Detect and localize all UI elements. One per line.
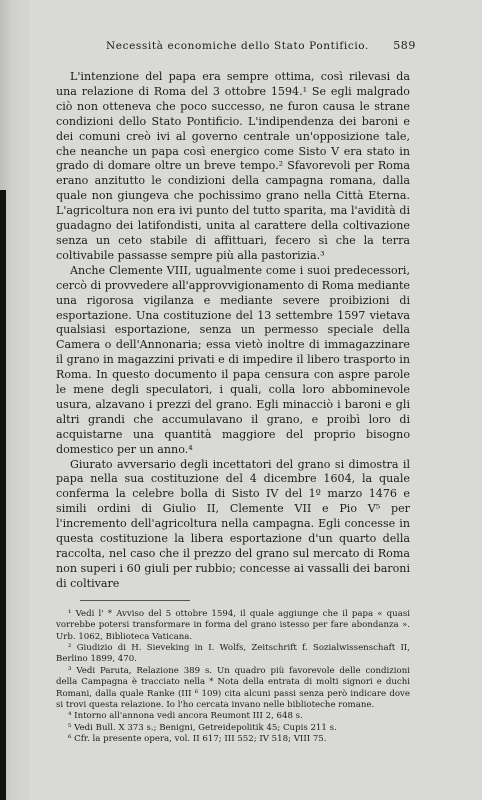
page-number: 589 — [393, 39, 416, 52]
paragraph: Giurato avversario degli incettatori del grano si dimostra il papa nella sua costituzione del 4 dicembre 1604, la quale conferma la celebre bolla di Sisto IV del 1º marzo 1476 e simili ordini di Giulio II, Clemente VII e Pio V⁵ per l'incremento dell'agricoltura nella campagna. Egli concesse in questa costituzione la libera esportazione d'un quarto della raccolta, nel caso che il prezzo del grano sul mercato di Roma non superi i 60 giuli per rubbio; concesse ai vassalli dei baroni di coltivare — [56, 457, 410, 590]
footnote: ⁵ Vedi Bull. X 373 s.; Benigni, Getreidepolitik 45; Cupis 211 s. — [68, 722, 337, 733]
footnote: ⁴ Intorno all'annona vedi ancora Reumont III 2, 648 s. — [68, 711, 303, 722]
footnote: ⁶ Cfr. la presente opera, vol. II 617; III 552; IV 518; VIII 75. — [68, 734, 327, 745]
paragraph: Anche Clemente VIII, ugualmente come i suoi predecessori, cercò di provvedere all'approvvigionamento di Roma mediante una rigorosa vigilanza e mediante severe proibizioni di esportazione. Una costituzione del 13 settembre 1597 vietava qualsiasi esportazione, senza un permesso speciale della Camera o dell'Annonaria; essa vietò inoltre di immagazzinare il grano in magazzini privati e di impedire il libero trasporto in Roma. In questo documento il papa censura con aspre parole le mene degli speculatori, i quali, colla loro abbominevole usura, alzavano i prezzi del grano. Egli minacciò i baroni e gli altri grandi che accumulavano il grano, e proibì loro di acquistarne una quantità maggiore del proprio bisogno domestico per un anno.⁴ — [56, 263, 410, 456]
footnote: ¹ Vedi l' * Avviso del 5 ottobre 1594, il quale aggiunge che il papa « quasi vorrebbe potersi transformare in forma del grano istesso per fare abondanza ». Urb. 1062, Biblioteca Vaticana. — [56, 608, 410, 642]
footnote-separator — [80, 600, 190, 601]
running-head — [56, 36, 416, 54]
running-head-title: Necessità economiche dello Stato Pontificio. — [106, 40, 369, 52]
book-page — [56, 36, 416, 746]
binding-edge — [0, 190, 6, 800]
paragraph: L'intenzione del papa era sempre ottima, così rilevasi da una relazione di Roma del 3 ottobre 1594.¹ Se egli malgrado ciò non otteneva che poco successo, ne furon causa le strane condizioni dello Stato Pontificio. L'indipendenza dei baroni e dei comuni creò ivi al governo centrale un'opposizione tale, che neanche un papa così energico come Sisto V era stato in grado di domare oltre un breve tempo.² Sfavorevoli per Roma erano anzitutto le condizioni della campagna romana, dalla quale non giungeva che pochissimo grano nella Città Eterna. L'agricoltura non era ivi punto del tutto sparita, ma l'avidità di guadagno dei latifondisti, unita al carattere della coltivazione senza un ceto stabile di affittuari, fecero sì che la terra coltivabile passasse sempre più alla pastorizia.³ — [56, 70, 410, 262]
footnote: ³ Vedi Paruta, Relazione 389 s. Un quadro più favorevole delle condizioni della Campagna è tracciato nella * Nota della entrata di molti signori e duchi Romani, dalla quale Ranke (III ⁶ 109) cita alcuni passi senza però indicare dove si trovi questa relazione. Io l'ho cercata invano nelle biblioteche romane. — [56, 665, 410, 710]
body-text — [56, 70, 410, 592]
footnote: ² Giudizio di H. Sieveking in I. Wolfs, Zeitschrift f. Sozialwissenschaft II, Berlino 1899, 470. — [56, 642, 410, 665]
footnotes — [56, 609, 410, 746]
